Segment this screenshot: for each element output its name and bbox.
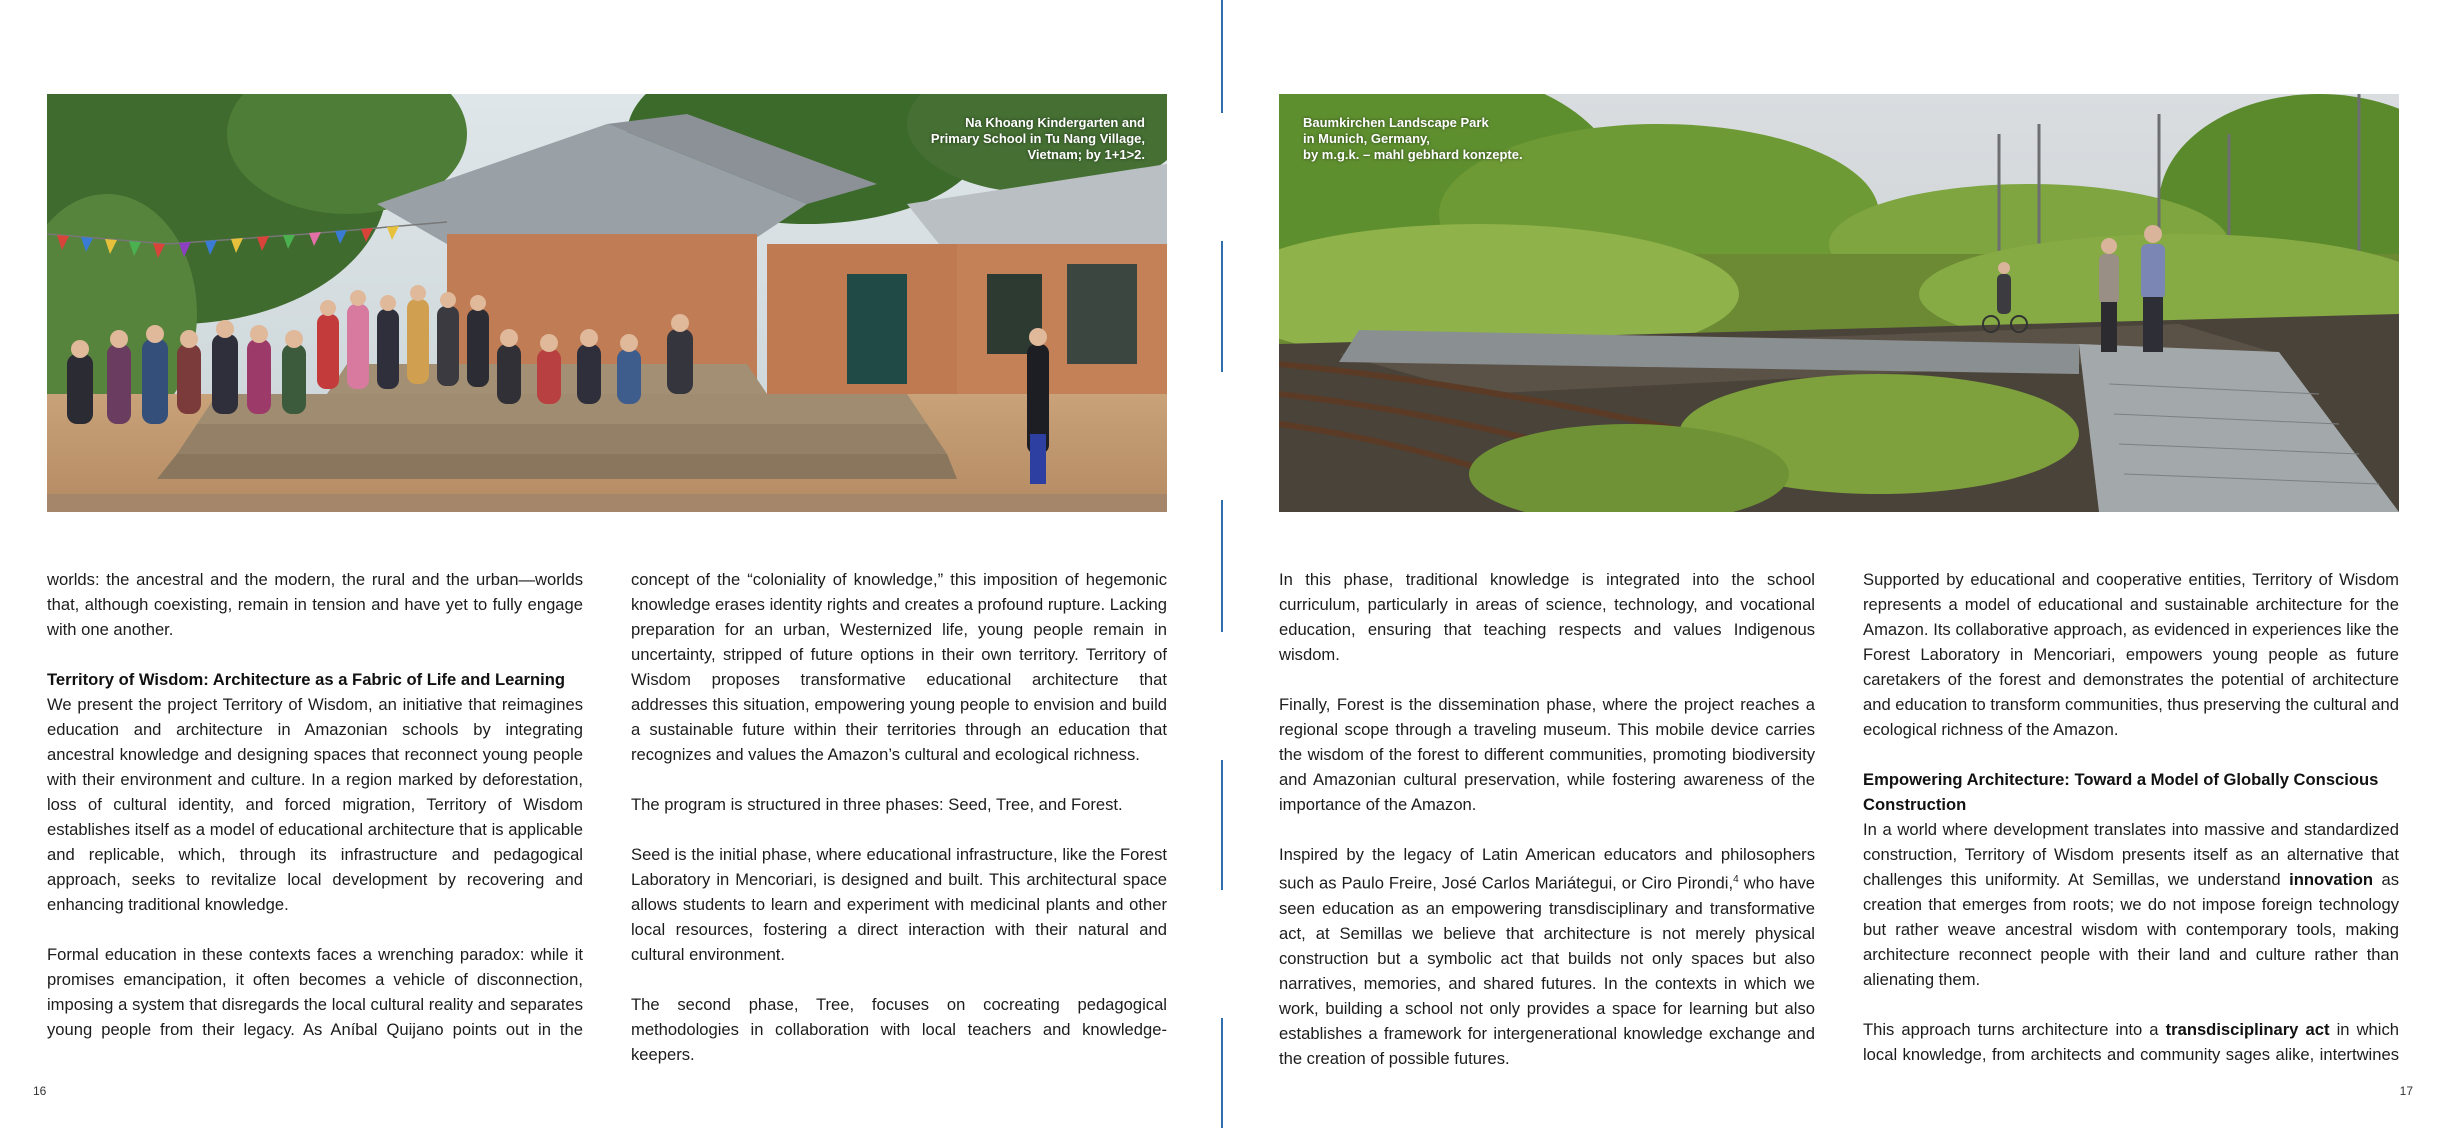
caption-line: Na Khoang Kindergarten and — [965, 115, 1145, 130]
paragraph: Finally, Forest is the dissemination phase, where the project reaches a regional scope through a traveling museum. This mobile device carries the wisdom of the forest to different communities, promoting biodiversity and Amazonian cultural preservation, while fostering awareness of the importance of the Amazon. — [1279, 695, 1815, 814]
caption-line: in Munich, Germany, — [1303, 131, 1430, 146]
paragraph — [1863, 817, 2399, 992]
emphasis: transdisciplinary act — [2165, 1020, 2330, 1039]
left-column-2 — [631, 567, 1167, 1067]
paragraph-text: Inspired by the legacy of Latin American educators and philosophers such as Paulo Freire, José Carlos Mariátegui, or Ciro Pirondi, — [1279, 845, 1815, 893]
paragraph: Seed is the initial phase, where educational infrastructure, like the Forest Laboratory in Mencoriari, is designed and built. This architectural space allows students to learn and experiment with medicinal plants and other local resources, fostering a direct interaction with their natural and cultural environment. — [631, 845, 1167, 964]
page-number: 17 — [2399, 1084, 2413, 1098]
landscape-park-photo — [1279, 94, 2399, 512]
section-heading: Territory of Wisdom: Architecture as a Fabric of Life and Learning — [47, 670, 566, 689]
paragraph: We present the project Territory of Wisdom, an initiative that reimagines education and architecture in Amazonian schools by integrating ancestral knowledge and designing spaces that reconnect young people with their environment and culture. In a region marked by deforestation, loss of cultural identity, and forced migration, Territory of Wisdom establishes itself as a model of educational architecture that is applicable and replicable, which, through its infrastructure and pedagogical approach, seeks to revitalize local development by recovering and enhancing traditional knowledge. — [47, 695, 583, 914]
right-column-1 — [1279, 567, 1815, 1096]
paragraph: The program is structured in three phases: Seed, Tree, and Forest. — [631, 795, 1123, 814]
paragraph-text: who have seen education as an empowering transdisciplinary and transformative act, at Semillas we believe that architecture is not merely physical construction but a symbolic act that builds not only spaces but also narratives, memories, and shared futures. In the contexts in which we work, building a school not only provides a space for learning but also establishes a framework for intergenerational knowledge exchange and the creation of possible futures. — [1279, 873, 1815, 1068]
paragraph: concept of the “coloniality of knowledge,” this imposition of hegemonic knowledge erases identity rights and creates a profound rupture. Lacking preparation for an urban, Westernized life, young people remain in uncertainty, stripped of future options in their own territory. Territory of Wisdom proposes transformative educational architecture that addresses this situation, empowering young people to envision and build a sustainable future within their territories through an education that recognizes and values the Amazon’s cultural and ecological richness. — [631, 570, 1167, 764]
left-column-1 — [47, 567, 583, 1042]
emphasis: innovation — [2289, 870, 2373, 889]
paragraph — [1863, 1017, 2399, 1067]
paragraph: In this phase, traditional knowledge is integrated into the school curriculum, particularly in areas of science, technology, and vocational education, ensuring that teaching respects and values Indigenous wisdom. — [1279, 570, 1815, 664]
landscape-park-photo-caption — [1303, 115, 1523, 163]
footnote-ref: 4 — [1733, 874, 1739, 885]
paragraph — [1279, 842, 1815, 1071]
paragraph-text: This approach turns architecture into a — [1863, 1020, 2166, 1039]
paragraph: Formal education in these contexts faces a wrenching paradox: while it promises emancipation, it often becomes a vehicle of disconnection, imposing a system that disregards the local cultural reality and separates young people from their legacy. As Aníbal Quijano points out in the — [47, 945, 583, 1039]
caption-line: Baumkirchen Landscape Park — [1303, 115, 1489, 130]
paragraph: The second phase, Tree, focuses on cocreating pedagogical methodologies in collaboration with local teachers and knowledge-keepers. — [631, 995, 1167, 1064]
caption-line: Vietnam; by 1+1>2. — [1027, 147, 1145, 162]
right-column-2 — [1863, 567, 2399, 1067]
right-page — [1223, 0, 2446, 1128]
caption-line: by m.g.k. – mahl gebhard konzepte. — [1303, 147, 1523, 162]
paragraph: worlds: the ancestral and the modern, the rural and the urban—worlds that, although coexisting, remain in tension and have yet to fully engage with one another. — [47, 570, 583, 639]
kindergarten-photo — [47, 94, 1167, 512]
paragraph-text: as creation that emerges from roots; we do not impose foreign technology but rather weave ancestral wisdom with contemporary tools, making architecture reconnect people with their land and culture rather than alienating them. — [1863, 870, 2399, 989]
paragraph-text: in which local knowledge, from architects and community sages alike, intertwines — [1863, 1020, 2399, 1064]
paragraph-text: In a world where development translates into massive and standardized construction, Territory of Wisdom presents itself as an alternative that challenges this uniformity. At Semillas, we understand — [1863, 820, 2399, 889]
kindergarten-photo-caption — [931, 115, 1145, 163]
section-heading: Empowering Architecture: Toward a Model of Globally Conscious Construction — [1863, 770, 2379, 814]
page-number: 16 — [33, 1084, 47, 1098]
paragraph: Supported by educational and cooperative entities, Territory of Wisdom represents a model of educational and sustainable architecture for the Amazon. Its collaborative approach, as evidenced in experiences like the Forest Laboratory in Mencoriari, empowers young people as future caretakers of the forest and demonstrates the potential of architecture and education to transform communities, thus preserving the cultural and ecological richness of the Amazon. — [1863, 570, 2399, 739]
caption-line: Primary School in Tu Nang Village, — [930, 131, 1145, 146]
